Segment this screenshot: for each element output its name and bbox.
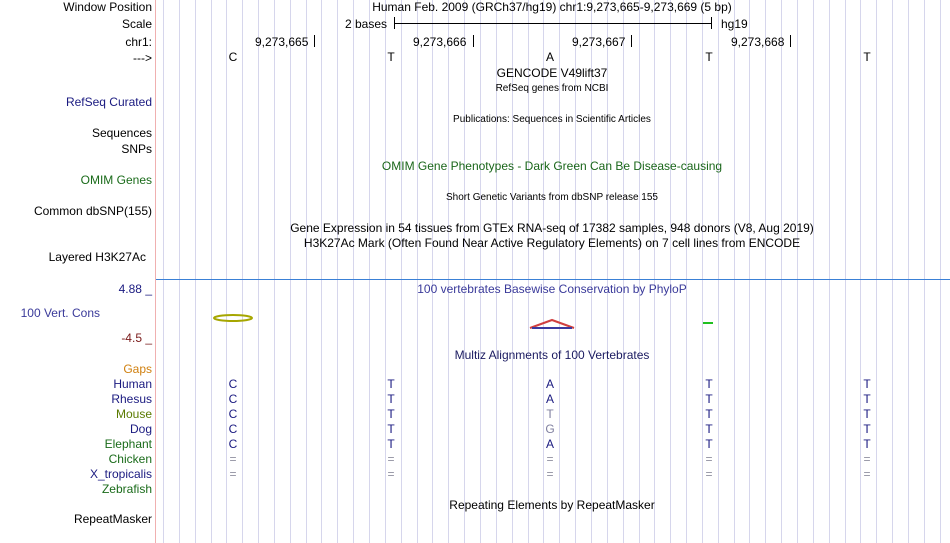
alignment-base: T	[863, 392, 871, 406]
alignment-base: A	[545, 437, 554, 451]
alignment-gap-marker: =	[863, 467, 871, 481]
alignment-gap-marker: =	[387, 467, 395, 481]
alignment-base: T	[705, 392, 713, 406]
omim-track-title[interactable]: OMIM Gene Phenotypes - Dark Green Can Be Disease-causing	[381, 159, 723, 173]
grid-line	[749, 0, 750, 543]
grid-line	[797, 0, 798, 543]
species-elephant-label: Elephant	[104, 437, 152, 451]
alignment-base: T	[705, 422, 713, 436]
grid-line	[321, 0, 322, 543]
grid-line	[781, 0, 782, 543]
grid-line	[337, 0, 338, 543]
cons-max-label: 4.88 _	[118, 282, 152, 296]
phylop-signal-t	[701, 320, 717, 326]
alignment-gap-marker: =	[705, 452, 713, 466]
alignment-gap-marker: =	[546, 467, 554, 481]
refseq-track-label[interactable]: RefSeq Curated	[65, 95, 152, 109]
coord-label-1: 9,273,665	[255, 35, 309, 49]
phylop-signal-a	[528, 318, 576, 330]
alignment-gap-marker: =	[546, 452, 554, 466]
grid-line	[417, 0, 418, 543]
grid-line	[670, 0, 671, 543]
track-labels-panel	[0, 0, 155, 543]
assembly-position-text: Human Feb. 2009 (GRCh37/hg19) chr1:9,273,665-9,273,669 (5 bp)	[372, 0, 732, 14]
grid-line	[369, 0, 370, 543]
grid-line	[163, 0, 164, 543]
grid-line	[734, 0, 735, 543]
alignment-base: T	[705, 407, 713, 421]
h3k27ac-track-label[interactable]: Layered H3K27Ac	[48, 250, 146, 264]
alignment-base: T	[387, 407, 395, 421]
grid-line	[845, 0, 846, 543]
alignment-base: T	[387, 392, 395, 406]
alignment-base: T	[387, 377, 395, 391]
browser-track-area[interactable]	[156, 0, 950, 543]
scale-label: Scale	[121, 17, 152, 31]
species-rhesus-label: Rhesus	[111, 392, 152, 406]
sequence-base: C	[228, 50, 238, 64]
sequence-base: T	[863, 50, 871, 64]
coord-label-4: 9,273,668	[731, 35, 785, 49]
gencode-track-title[interactable]: GENCODE V49lift37	[496, 66, 608, 80]
sequence-base: A	[545, 50, 554, 64]
scale-bases-text: 2 bases	[345, 17, 388, 31]
coord-label-3: 9,273,667	[572, 35, 626, 49]
cons-track-label[interactable]: 100 Vert. Cons	[20, 306, 100, 320]
scale-db-text: hg19	[721, 17, 748, 31]
gtex-track-title[interactable]: Gene Expression in 54 tissues from GTEx RNA-seq of 17382 samples, 948 donors (V8, Aug 2019)	[290, 221, 814, 235]
snps-track-label[interactable]: SNPs	[121, 142, 152, 156]
alignment-base: C	[228, 437, 238, 451]
dbsnp-track-title[interactable]: Short Genetic Variants from dbSNP release 155	[446, 192, 658, 203]
alignment-base: C	[228, 422, 238, 436]
grid-line	[274, 0, 275, 543]
alignment-base-mismatch: T	[546, 407, 554, 421]
grid-line	[829, 0, 830, 543]
grid-line	[876, 0, 877, 543]
grid-line	[940, 0, 941, 543]
grid-line	[718, 0, 719, 543]
grid-line	[654, 0, 655, 543]
species-zebrafish-label: Zebrafish	[101, 482, 152, 496]
alignment-base: T	[705, 377, 713, 391]
alignment-base: T	[863, 437, 871, 451]
coord-tick-2	[473, 35, 474, 47]
alignment-base: T	[387, 437, 395, 451]
alignment-base: A	[545, 392, 554, 406]
grid-line	[480, 0, 481, 543]
alignment-base: T	[863, 422, 871, 436]
alignment-base: A	[545, 377, 554, 391]
alignment-base-mismatch: G	[545, 422, 555, 436]
grid-line	[306, 0, 307, 543]
alignment-base: T	[387, 422, 395, 436]
alignment-gap-marker: =	[705, 467, 713, 481]
repeatmasker-track-label[interactable]: RepeatMasker	[73, 512, 152, 526]
species-chicken-label: Chicken	[108, 452, 152, 466]
species-xtrop-label: X_tropicalis	[89, 467, 152, 481]
coord-tick-3	[631, 35, 632, 47]
species-human-label: Human	[113, 377, 152, 391]
alignment-base: C	[228, 407, 238, 421]
grid-line	[258, 0, 259, 543]
sequence-base: T	[387, 50, 395, 64]
alignment-base: T	[863, 377, 871, 391]
species-dog-label: Dog	[129, 422, 152, 436]
sequence-base: T	[705, 50, 713, 64]
repeatmasker-track-title[interactable]: Repeating Elements by RepeatMasker	[449, 498, 655, 512]
grid-line	[290, 0, 291, 543]
h3k27ac-track-title[interactable]: H3K27Ac Mark (Often Found Near Active Regulatory Elements) on 7 cell lines from ENCODE	[303, 236, 801, 250]
grid-line	[195, 0, 196, 543]
phylop-signal-c	[212, 312, 254, 324]
alignment-gap-marker: =	[387, 452, 395, 466]
dbsnp-track-label[interactable]: Common dbSNP(155)	[33, 204, 152, 218]
grid-line	[432, 0, 433, 543]
grid-line	[924, 0, 925, 543]
multiz-track-title[interactable]: Multiz Alignments of 100 Vertebrates	[454, 348, 650, 362]
grid-line	[464, 0, 465, 543]
grid-line	[686, 0, 687, 543]
coord-label-2: 9,273,666	[413, 35, 467, 49]
publications-track-title[interactable]: Publications: Sequences in Scientific Articles	[453, 114, 651, 125]
alignment-base: C	[228, 377, 238, 391]
grid-line	[908, 0, 909, 543]
grid-line	[813, 0, 814, 543]
grid-line	[892, 0, 893, 543]
refseq-track-title[interactable]: RefSeq genes from NCBI	[495, 83, 609, 94]
coord-tick-4	[790, 35, 791, 47]
phylop-track-title[interactable]: 100 vertebrates Basewise Conservation by PhyloP	[417, 282, 687, 296]
track-separator	[156, 279, 950, 280]
alignment-base: T	[705, 437, 713, 451]
window-position-label: Window Position	[63, 0, 152, 14]
gaps-label: Gaps	[123, 362, 152, 376]
scale-bar	[394, 23, 711, 24]
scale-bar-right-tick	[711, 17, 712, 29]
grid-line	[211, 0, 212, 543]
grid-line	[242, 0, 243, 543]
grid-line	[179, 0, 180, 543]
grid-line	[765, 0, 766, 543]
grid-line	[639, 0, 640, 543]
grid-line	[448, 0, 449, 543]
omim-track-label[interactable]: OMIM Genes	[80, 173, 152, 187]
strand-label: --->	[133, 51, 152, 65]
alignment-gap-marker: =	[229, 452, 237, 466]
chrom-label: chr1:	[125, 35, 152, 49]
grid-line	[623, 0, 624, 543]
grid-line	[401, 0, 402, 543]
alignment-gap-marker: =	[863, 452, 871, 466]
cons-min-label: -4.5 _	[121, 331, 152, 345]
species-mouse-label: Mouse	[115, 407, 152, 421]
coord-tick-1	[314, 35, 315, 47]
alignment-base: C	[228, 392, 238, 406]
grid-line	[353, 0, 354, 543]
alignment-gap-marker: =	[229, 467, 237, 481]
alignment-base: T	[863, 407, 871, 421]
sequences-track-label[interactable]: Sequences	[91, 126, 152, 140]
